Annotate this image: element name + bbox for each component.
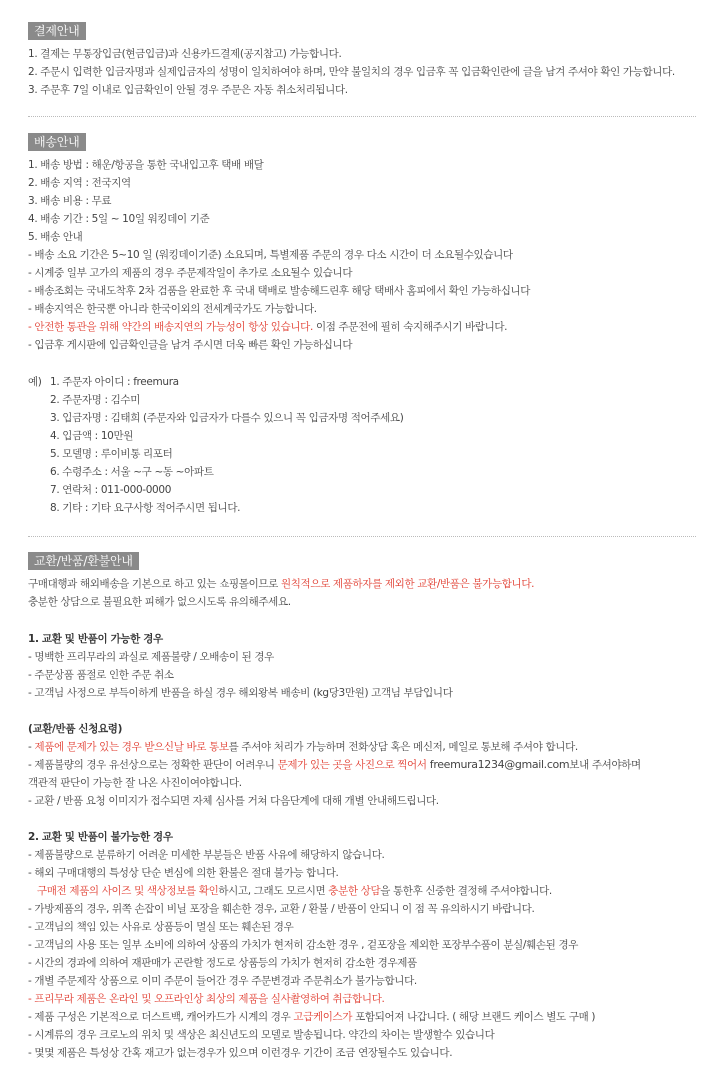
example-line-4: 4. 입금액 : 10만원 [50, 430, 134, 442]
possible-item-3: - 고객님 사정으로 부득이하게 반품을 하실 경우 해외왕복 배송비 (kg당3만원) 고객님 부담입니다 [28, 687, 453, 699]
procedure-item-3: - 교환 / 반품 요청 이미지가 접수되면 자체 심사를 거쳐 다음단계에 대해 개별 안내해드립니다. [28, 795, 439, 807]
impossible-item-2-detail [28, 884, 552, 898]
impossible-item-6: - 시간의 경과에 의하여 재판매가 곤란할 정도로 상품등의 가치가 현저히 감소한 경우제품 [28, 957, 417, 969]
exchange-intro-1-text: 구매대행과 해외배송을 기본으로 하고 있는 쇼핑몰이므로 [28, 578, 281, 590]
procedure-item-1-dash: - [28, 741, 35, 753]
divider-2 [28, 536, 696, 537]
example-line-8: 8. 기타 : 기타 요구사항 적어주시면 됩니다. [50, 502, 241, 514]
impossible-item-2-mid: 하시고, 그래도 모르시면 [218, 885, 329, 897]
impossible-item-4: - 고객님의 책임 있는 사유로 상품등이 멸실 또는 훼손된 경우 [28, 921, 294, 933]
shipping-line-1: 1. 배송 방법 : 해운/항공을 통한 국내입고후 택배 배달 [28, 159, 264, 171]
shipping-note-2: - 시계중 일부 고가의 제품의 경우 주문제작일이 추가로 소요될수 있습니다 [28, 267, 353, 279]
shipping-note-last: - 입금후 게시판에 입금확인글을 남겨 주시면 더욱 빠른 확인 가능하십니다 [28, 339, 353, 351]
impossible-item-5: - 고객님의 사용 또는 일부 소비에 의하여 상품의 가치가 현저히 감소한 경우 , 겉포장을 제외한 포장부수품이 분실/훼손된 경우 [28, 939, 579, 951]
divider-1 [28, 116, 696, 117]
possible-item-2: - 주문상품 품절로 인한 주문 취소 [28, 669, 174, 681]
shipping-section-title: 배송안내 [28, 133, 86, 151]
payment-section-title: 결제안내 [28, 22, 86, 40]
procedure-email: freemura1234@gmail.com [426, 758, 570, 771]
exchange-intro-1-red: 원칙적으로 제품하자를 제외한 교환/반품은 불가능합니다. [280, 578, 535, 590]
payment-line-1: 1. 결제는 무통장입금(현금입금)과 신용카드결제(공지참고) 가능합니다. [28, 48, 342, 60]
impossible-item-7: - 개별 주문제작 상품으로 이미 주문이 들어간 경우 주문변경과 주문취소가 불가능합니다. [28, 975, 417, 987]
impossible-item-11: - 몇몇 제품은 특성상 간혹 재고가 없는경우가 있으며 이런경우 기간이 조금 연장될수도 있습니다. [28, 1047, 453, 1059]
shipping-warning-red: - 안전한 통관을 위해 약간의 배송지연의 가능성이 항상 있습니다. [28, 321, 313, 333]
example-line-7: 7. 연락처 : 011-000-0000 [50, 484, 172, 496]
impossible-item-1: - 제품불량으로 분류하기 어려운 미세한 부분들은 반품 사유에 해당하지 않습니다. [28, 849, 385, 861]
example-line-1: 1. 주문자 아이디 : freemura [50, 376, 179, 388]
procedure-item-2-cont: 객관적 판단이 가능한 잘 나온 사진이여야합니다. [28, 777, 242, 789]
impossible-item-9-text: - 제품 구성은 기본적으로 더스트백, 캐어카드가 시계의 경우 [28, 1011, 294, 1023]
shipping-line-4: 4. 배송 기간 : 5일 ~ 10일 워킹데이 기준 [28, 213, 210, 225]
impossible-item-2-rest: 을 통한후 신중한 결정해 주셔야합니다. [380, 885, 552, 897]
impossible-item-9 [28, 1010, 595, 1024]
impossible-item-10: - 시계류의 경우 크로노의 위치 및 색상은 최신년도의 모델로 발송됩니다. 약간의 차이는 발생할수 있습니다 [28, 1029, 495, 1041]
procedure-item-2 [28, 758, 641, 772]
impossible-item-2-red-2: 충분한 상담 [328, 885, 381, 897]
possible-item-1: - 명백한 프리무라의 과실로 제품불량 / 오배송이 된 경우 [28, 651, 274, 663]
procedure-item-1 [28, 740, 578, 754]
impossible-item-3: - 가방제품의 경우, 위쪽 손잡이 비닐 포장을 훼손한 경우, 교환 / 환불 / 반품이 안되니 이 점 꼭 유의하시기 바랍니다. [28, 903, 535, 915]
procedure-item-1-red: 제품에 문제가 있는 경우 받으신날 바로 통보 [34, 741, 229, 753]
example-line-5: 5. 모델명 : 루이비통 리포터 [50, 448, 173, 460]
example-line-2: 2. 주문자명 : 김수미 [50, 394, 141, 406]
procedure-item-2-rest: 보내 주셔야하며 [569, 759, 641, 771]
impossible-item-8: - 프리무라 제품은 온라인 및 오프라인상 최상의 제품을 실사촬영하여 취급합니다. [28, 993, 385, 1005]
shipping-warning-rest: 이점 주문전에 필히 숙지해주시기 바랍니다. [312, 321, 508, 333]
impossible-item-2-red-1: 구매전 제품의 사이즈 및 색상정보를 확인 [36, 885, 219, 897]
impossible-item-2-indent [28, 885, 37, 897]
shipping-line-3: 3. 배송 비용 : 무료 [28, 195, 112, 207]
possible-heading: 1. 교환 및 반품이 가능한 경우 [28, 633, 163, 645]
payment-line-2: 2. 주문시 입력한 입금자명과 실제입금자의 성명이 일치하여야 하며, 만약 불일치의 경우 입금후 꼭 입금확인란에 글을 남겨 주셔야 확인 가능합니다. [28, 66, 675, 78]
impossible-item-2: - 해외 구매대행의 특성상 단순 변심에 의한 환불은 절대 불가능 합니다. [28, 867, 339, 879]
payment-line-3: 3. 주문후 7일 이내로 입금확인이 안될 경우 주문은 자동 취소처리됩니다. [28, 84, 348, 96]
impossible-heading: 2. 교환 및 반품이 불가능한 경우 [28, 831, 173, 843]
shipping-warning [28, 320, 507, 334]
shipping-line-2: 2. 배송 지역 : 전국지역 [28, 177, 131, 189]
shipping-note-3: - 배송조회는 국내도착후 2차 검품을 완료한 후 국내 택배로 발송해드린후 해당 택배사 홈피에서 확인 가능하십니다 [28, 285, 531, 297]
procedure-item-2-red: 문제가 있는 곳을 사진으로 찍어서 [277, 759, 427, 771]
example-line-6: 6. 수령주소 : 서울 ~구 ~동 ~아파트 [50, 466, 214, 478]
example-label: 예) [28, 376, 42, 388]
procedure-heading: (교환/반품 신청요령) [28, 723, 123, 735]
example-line-3: 3. 입금자명 : 김태희 (주문자와 입금자가 다를수 있으니 꼭 입금자명 적어주세요) [50, 412, 404, 424]
exchange-intro-1 [28, 577, 534, 591]
exchange-intro-2: 충분한 상담으로 불필요한 피해가 없으시도록 유의해주세요. [28, 596, 291, 608]
impossible-item-9-red: 고급케이스가 [293, 1011, 353, 1023]
shipping-line-5: 5. 배송 안내 [28, 231, 83, 243]
shipping-note-1: - 배송 소요 기간은 5~10 일 (워킹데이기준) 소요되며, 특별제품 주문의 경우 다소 시간이 더 소요될수있습니다 [28, 249, 513, 261]
exchange-section-title: 교환/반품/환불안내 [28, 552, 139, 570]
procedure-item-1-rest: 를 주셔야 처리가 가능하며 전화상담 혹은 메신저, 메일로 통보해 주셔야 합니다. [228, 741, 578, 753]
procedure-item-2-text: - 제품불량의 경우 유선상으로는 정확한 판단이 어려우니 [28, 759, 278, 771]
shipping-note-4: - 배송지역은 한국뿐 아니라 한국이외의 전세계국가도 가능합니다. [28, 303, 317, 315]
impossible-item-9-rest: 포함되어져 나갑니다. ( 해당 브랜드 케이스 별도 구매 ) [352, 1011, 596, 1023]
